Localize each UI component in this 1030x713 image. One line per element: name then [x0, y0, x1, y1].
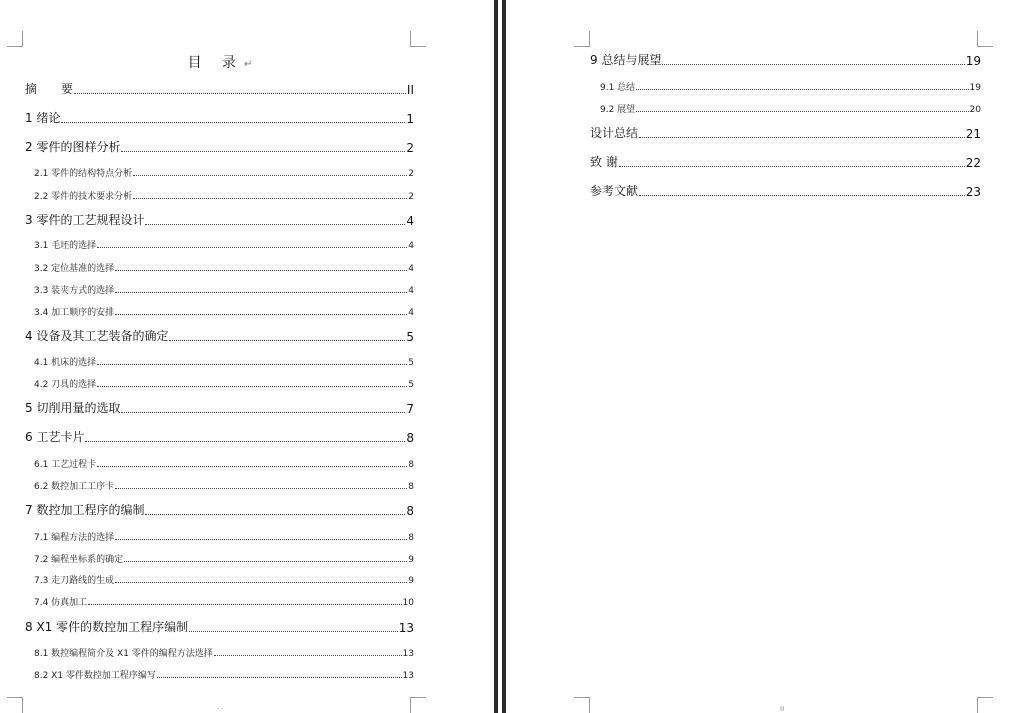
toc-leader-dots: [115, 313, 407, 315]
toc-leader-dots: [121, 411, 405, 413]
toc-page-number: 4: [408, 264, 414, 274]
toc-entry[interactable]: [34, 355, 414, 368]
toc-entry[interactable]: [600, 80, 981, 93]
toc-leader-dots: [74, 92, 406, 94]
toc-page-number: 8: [406, 504, 414, 518]
toc-entry[interactable]: [34, 305, 414, 318]
toc-entry-title: 9 总结与展望: [590, 53, 662, 67]
toc-entry-title: 摘 要: [25, 82, 74, 96]
page-corner-mark: [410, 697, 426, 713]
toc-entry[interactable]: [34, 189, 414, 202]
toc-entry[interactable]: [25, 428, 414, 445]
toc-leader-dots: [214, 654, 402, 656]
toc-leader-dots: [115, 538, 407, 540]
document-page-right: [506, 0, 1030, 713]
toc-leader-dots: [169, 339, 405, 341]
toc-page-number: 23: [965, 185, 981, 199]
toc-leader-dots: [115, 291, 407, 293]
toc-entry-title: 2.1 零件的结构特点分析: [34, 169, 133, 179]
page-footer-mark: II: [780, 705, 785, 713]
toc-entry[interactable]: [25, 618, 414, 635]
toc-page-number: 5: [408, 358, 414, 368]
toc-entry[interactable]: [34, 166, 414, 179]
toc-entry[interactable]: [34, 261, 414, 274]
toc-entry[interactable]: [25, 109, 414, 126]
toc-page-number: 19: [965, 54, 981, 68]
toc-page-number: 8: [408, 482, 414, 492]
toc-leader-dots: [115, 581, 407, 583]
page-corner-mark: [977, 697, 993, 713]
toc-entry-title: 3.4 加工顺序的安排: [34, 308, 115, 318]
toc-page-number: 1: [406, 112, 414, 126]
toc-leader-dots: [97, 385, 407, 387]
page-footer-mark: · ·: [217, 705, 224, 713]
toc-leader-dots: [662, 63, 964, 65]
toc-page-number: 2: [406, 141, 414, 155]
toc-page-number: 5: [406, 330, 414, 344]
toc-entry-title: 3.2 定位基准的选择: [34, 264, 115, 274]
toc-page-number: 20: [969, 105, 981, 115]
toc-entry-title: 4.2 刀具的选择: [34, 380, 97, 390]
toc-leader-dots: [636, 88, 968, 90]
toc-entry[interactable]: [34, 646, 414, 659]
toc-entry-title: 3.1 毛坯的选择: [34, 241, 97, 251]
toc-entry-title: 2.2 零件的技术要求分析: [34, 192, 133, 202]
toc-entry[interactable]: [600, 102, 981, 115]
toc-entry-title: 6.2 数控加工工序卡: [34, 482, 115, 492]
toc-leader-dots: [145, 513, 405, 515]
toc-leader-dots: [639, 194, 965, 196]
toc-leader-dots: [189, 630, 398, 632]
toc-page-number: 13: [402, 649, 414, 659]
toc-page-number: 7: [406, 402, 414, 416]
toc-leader-dots: [639, 136, 965, 138]
toc-page-number: 9: [408, 576, 414, 586]
toc-page-number: 13: [398, 621, 414, 635]
page-corner-mark: [410, 31, 426, 47]
toc-entry-title: 6.1 工艺过程卡: [34, 460, 97, 470]
toc-entry[interactable]: [34, 238, 414, 251]
toc-entry[interactable]: [25, 327, 414, 344]
toc-entry[interactable]: [34, 530, 414, 543]
toc-entry[interactable]: [25, 501, 414, 518]
page-corner-mark: [574, 697, 590, 713]
toc-leader-dots: [636, 110, 968, 112]
toc-page-number: 4: [408, 286, 414, 296]
toc-leader-dots: [85, 440, 405, 442]
toc-leader-dots: [97, 465, 407, 467]
toc-page-number: 2: [408, 169, 414, 179]
toc-entry-title: 4 设备及其工艺装备的确定: [25, 329, 169, 343]
toc-entry[interactable]: [25, 211, 414, 228]
page-corner-mark: [977, 31, 993, 47]
toc-entry[interactable]: [34, 283, 414, 296]
toc-entry[interactable]: [590, 153, 981, 170]
toc-entry[interactable]: [34, 573, 414, 586]
toc-entry-title: 1 绪论: [25, 111, 61, 125]
toc-entry-title: 9.1 总结: [600, 83, 636, 93]
toc-leader-dots: [133, 174, 407, 176]
toc-leader-dots: [115, 269, 407, 271]
toc-entry-title: 3 零件的工艺规程设计: [25, 213, 145, 227]
toc-page-number: 19: [969, 83, 981, 93]
toc-page-number: II: [406, 83, 414, 97]
toc-page-number: 13: [402, 671, 414, 681]
toc-leader-dots: [133, 197, 407, 199]
toc-page-number: 21: [965, 127, 981, 141]
page-corner-mark: [7, 31, 23, 47]
toc-entry-title: 3.3 装夹方式的选择: [34, 286, 115, 296]
toc-page-number: 8: [406, 431, 414, 445]
document-page-left: [0, 0, 494, 713]
toc-entry[interactable]: [34, 377, 414, 390]
toc-leader-dots: [88, 603, 401, 605]
toc-entry[interactable]: [34, 479, 414, 492]
toc-entry[interactable]: [25, 138, 414, 155]
toc-entry[interactable]: [34, 552, 414, 565]
toc-entry-title: 5 切削用量的选取: [25, 401, 121, 415]
toc-entry-title: 7.1 编程方法的选择: [34, 533, 115, 543]
page-corner-mark: [574, 31, 590, 47]
toc-title-text: 目 录: [187, 55, 245, 71]
toc-entry-title: 6 工艺卡片: [25, 430, 85, 444]
toc-entry[interactable]: [25, 80, 414, 97]
toc-entry[interactable]: [34, 668, 414, 681]
toc-leader-dots: [97, 363, 407, 365]
toc-entry-title: 2 零件的图样分析: [25, 140, 121, 154]
page-corner-mark: [7, 697, 23, 713]
toc-title: 目 录↵: [187, 55, 253, 71]
toc-entry-title: 8 X1 零件的数控加工程序编制: [25, 620, 189, 634]
toc-leader-dots: [115, 487, 407, 489]
toc-entry-title: 8.2 X1 零件数控加工程序编写: [34, 671, 156, 681]
toc-leader-dots: [97, 246, 407, 248]
toc-entry-title: 7.3 走刀路线的生成: [34, 576, 115, 586]
toc-entry-title: 7.4 仿真加工: [34, 598, 88, 608]
toc-entry[interactable]: [590, 124, 981, 141]
toc-entry-title: 致 谢: [590, 155, 618, 169]
page-gap: [494, 0, 506, 713]
toc-entry[interactable]: [34, 457, 414, 470]
toc-page-number: 8: [408, 460, 414, 470]
toc-entry-title: 4.1 机床的选择: [34, 358, 97, 368]
toc-page-number: 10: [402, 598, 414, 608]
toc-entry[interactable]: [590, 182, 981, 199]
toc-entry-title: 设计总结: [590, 126, 639, 140]
toc-page-number: 5: [408, 380, 414, 390]
toc-page-number: 4: [408, 241, 414, 251]
toc-leader-dots: [61, 121, 405, 123]
toc-entry-title: 7.2 编程坐标系的确定: [34, 555, 124, 565]
toc-page-number: 4: [406, 214, 414, 228]
toc-page-number: 2: [408, 192, 414, 202]
toc-leader-dots: [145, 223, 405, 225]
toc-page-number: 8: [408, 533, 414, 543]
toc-entry-title: 7 数控加工程序的编制: [25, 503, 145, 517]
toc-leader-dots: [121, 150, 405, 152]
toc-entry[interactable]: [590, 51, 981, 68]
toc-entry[interactable]: [25, 399, 414, 416]
toc-page-number: 22: [965, 156, 981, 170]
toc-entry[interactable]: [34, 595, 414, 608]
toc-leader-dots: [124, 560, 407, 562]
toc-page-number: 4: [408, 308, 414, 318]
toc-leader-dots: [619, 165, 965, 167]
toc-leader-dots: [157, 676, 402, 678]
toc-entry-title: 8.1 数控编程简介及 X1 零件的编程方法选择: [34, 649, 213, 659]
toc-entry-title: 参考文献: [590, 184, 639, 198]
toc-page-number: 9: [408, 555, 414, 565]
toc-entry-title: 9.2 展望: [600, 105, 636, 115]
